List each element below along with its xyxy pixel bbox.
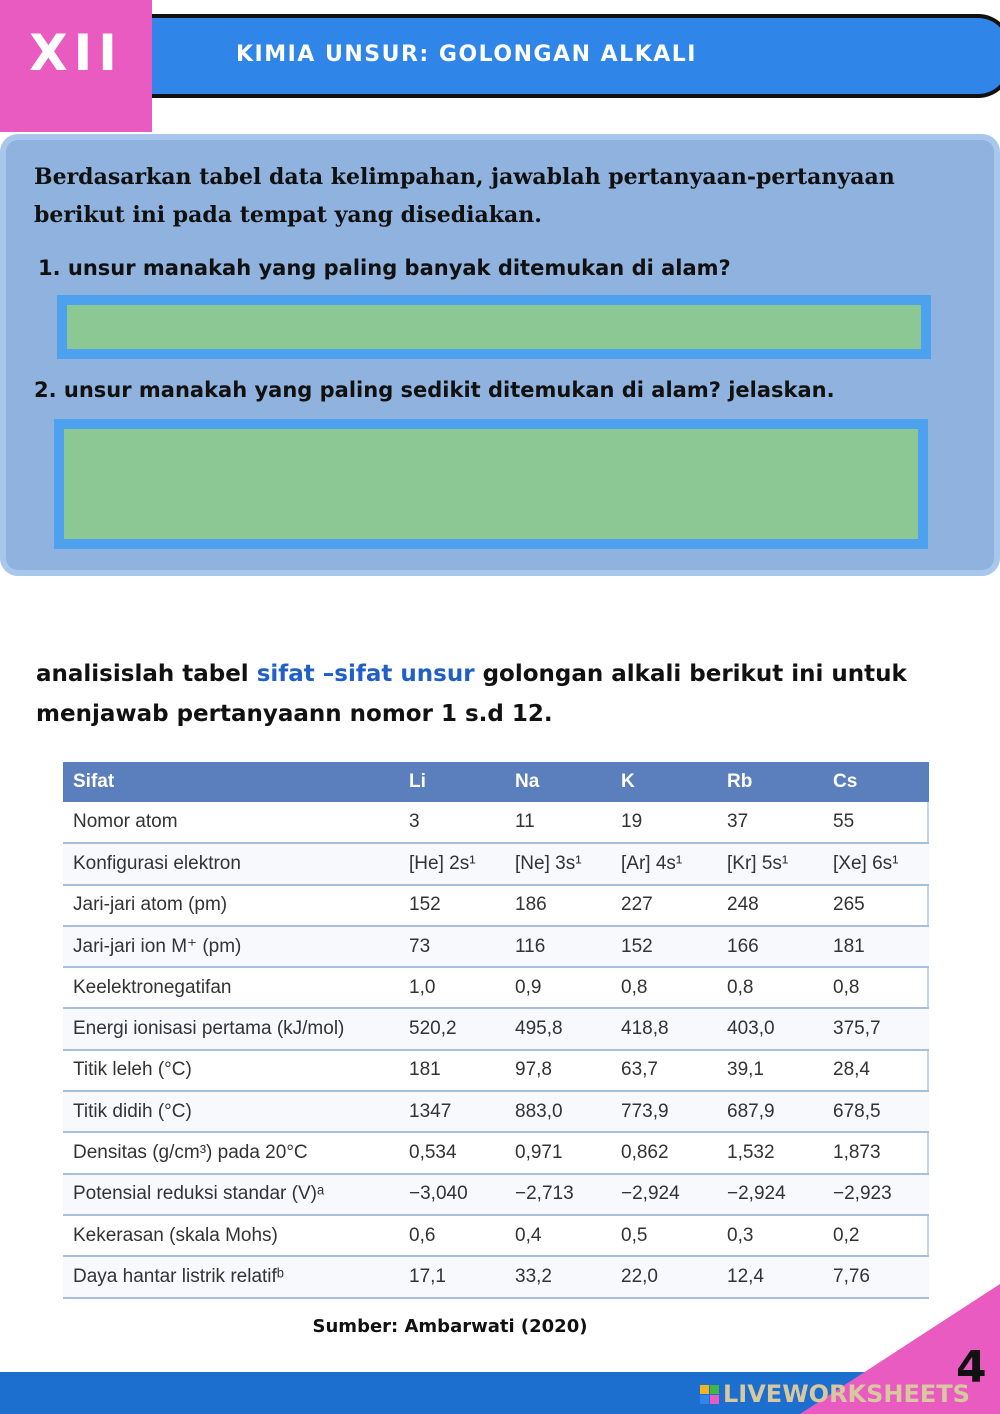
instruction-text: Berdasarkan tabel data kelimpahan, jawablah pertanyaan-pertanyaan berikut ini pada tempat yang disediakan. (34, 164, 895, 228)
property-value-cell: 0,534 (399, 1132, 505, 1173)
watermark-text: LIVEWORKSHEETS (723, 1380, 970, 1408)
property-name-cell: Keelektronegatifan (63, 967, 399, 1008)
property-value-cell: 1,873 (823, 1132, 929, 1173)
property-value-cell: 520,2 (399, 1008, 505, 1049)
table-row (63, 802, 929, 843)
property-value-cell: 1,532 (717, 1132, 823, 1173)
property-value-cell: 265 (823, 885, 929, 926)
property-value-cell: 63,7 (611, 1050, 717, 1091)
question-1-label: 1. unsur manakah yang paling banyak ditemukan di alam? (38, 256, 731, 280)
liveworksheets-logo-icon (700, 1385, 719, 1404)
property-value-cell: 418,8 (611, 1008, 717, 1049)
properties-table-container (63, 762, 929, 1298)
logo-square (710, 1395, 719, 1404)
source-citation: Sumber: Ambarwati (2020) (312, 1316, 588, 1337)
property-value-cell: 0,8 (611, 967, 717, 1008)
property-value-cell: 1347 (399, 1091, 505, 1132)
property-value-cell: 248 (717, 885, 823, 926)
property-value-cell: 181 (399, 1050, 505, 1091)
property-value-cell: 0,4 (505, 1215, 611, 1256)
property-value-cell: 186 (505, 885, 611, 926)
property-value-cell: 687,9 (717, 1091, 823, 1132)
property-value-cell: 12,4 (717, 1256, 823, 1297)
grade-label: XII (29, 24, 123, 82)
table-row (63, 843, 929, 884)
property-value-cell: [Ne] 3s¹ (505, 843, 611, 884)
table-header-cell: Rb (717, 762, 823, 802)
table-row (63, 885, 929, 926)
table-row (63, 1174, 929, 1215)
property-value-cell: 495,8 (505, 1008, 611, 1049)
property-value-cell: 152 (399, 885, 505, 926)
property-value-cell: 0,862 (611, 1132, 717, 1173)
property-value-cell: 7,76 (823, 1256, 929, 1297)
alkali-properties-table (63, 762, 929, 1299)
property-value-cell: −2,924 (611, 1174, 717, 1215)
property-value-cell: 33,2 (505, 1256, 611, 1297)
page-number: 4 (956, 1342, 987, 1393)
table-header-cell: K (611, 762, 717, 802)
property-value-cell: 0,6 (399, 1215, 505, 1256)
property-value-cell: [He] 2s¹ (399, 843, 505, 884)
property-name-cell: Titik didih (°C) (63, 1091, 399, 1132)
property-value-cell: 678,5 (823, 1091, 929, 1132)
property-value-cell: 166 (717, 926, 823, 967)
table-row (63, 1008, 929, 1049)
table-header-cell: Cs (823, 762, 929, 802)
analysis-instruction (36, 654, 976, 734)
property-name-cell: Konfigurasi elektron (63, 843, 399, 884)
page-title: KIMIA UNSUR: GOLONGAN ALKALI (236, 42, 697, 67)
answer-1-input[interactable] (57, 295, 931, 359)
table-header-cell: Li (399, 762, 505, 802)
table-row (63, 926, 929, 967)
property-value-cell: 375,7 (823, 1008, 929, 1049)
property-value-cell: 0,2 (823, 1215, 929, 1256)
property-value-cell: 39,1 (717, 1050, 823, 1091)
table-row (63, 1091, 929, 1132)
property-value-cell: 55 (823, 802, 929, 843)
property-value-cell: 19 (611, 802, 717, 843)
analysis-text-start: analisislah tabel (36, 661, 257, 687)
property-value-cell: −2,924 (717, 1174, 823, 1215)
property-value-cell: 0,971 (505, 1132, 611, 1173)
property-value-cell: 773,9 (611, 1091, 717, 1132)
property-value-cell: 0,3 (717, 1215, 823, 1256)
liveworksheets-watermark (700, 1380, 970, 1408)
property-value-cell: 11 (505, 802, 611, 843)
question-2-label: 2. unsur manakah yang paling sedikit ditemukan di alam? jelaskan. (34, 378, 835, 402)
answer-2-input[interactable] (54, 419, 928, 549)
logo-square (710, 1385, 719, 1394)
property-name-cell: Jari-jari ion M⁺ (pm) (63, 926, 399, 967)
property-value-cell: 0,8 (717, 967, 823, 1008)
property-name-cell: Densitas (g/cm³) pada 20°C (63, 1132, 399, 1173)
property-name-cell: Nomor atom (63, 802, 399, 843)
property-value-cell: 403,0 (717, 1008, 823, 1049)
property-value-cell: 227 (611, 885, 717, 926)
property-name-cell: Titik leleh (°C) (63, 1050, 399, 1091)
property-value-cell: 97,8 (505, 1050, 611, 1091)
property-value-cell: 1,0 (399, 967, 505, 1008)
property-value-cell: 883,0 (505, 1091, 611, 1132)
analysis-text-end: golongan alkali berikut ini untuk menjawab pertanyaann nomor 1 s.d 12. (36, 661, 907, 727)
property-name-cell: Potensial reduksi standar (V)ᵃ (63, 1174, 399, 1215)
property-value-cell: −2,923 (823, 1174, 929, 1215)
table-header-cell: Sifat (63, 762, 399, 802)
table-row (63, 1215, 929, 1256)
property-value-cell: 37 (717, 802, 823, 843)
property-name-cell: Jari-jari atom (pm) (63, 885, 399, 926)
table-row (63, 1050, 929, 1091)
property-value-cell: −2,713 (505, 1174, 611, 1215)
property-value-cell: 17,1 (399, 1256, 505, 1297)
table-header-cell: Na (505, 762, 611, 802)
table-row (63, 967, 929, 1008)
table-row (63, 1132, 929, 1173)
property-value-cell: 3 (399, 802, 505, 843)
property-value-cell: 181 (823, 926, 929, 967)
property-value-cell: 152 (611, 926, 717, 967)
property-name-cell: Energi ionisasi pertama (kJ/mol) (63, 1008, 399, 1049)
property-value-cell: 0,9 (505, 967, 611, 1008)
property-value-cell: [Ar] 4s¹ (611, 843, 717, 884)
table-body (63, 802, 929, 1298)
table-header-row (63, 762, 929, 802)
property-name-cell: Kekerasan (skala Mohs) (63, 1215, 399, 1256)
property-value-cell: 116 (505, 926, 611, 967)
property-value-cell: [Kr] 5s¹ (717, 843, 823, 884)
property-value-cell: 73 (399, 926, 505, 967)
property-value-cell: [Xe] 6s¹ (823, 843, 929, 884)
logo-square (700, 1395, 709, 1404)
analysis-highlight: sifat –sifat unsur (256, 661, 475, 687)
logo-square (700, 1385, 709, 1394)
property-name-cell: Daya hantar listrik relatifᵇ (63, 1256, 399, 1297)
property-value-cell: 0,8 (823, 967, 929, 1008)
property-value-cell: 0,5 (611, 1215, 717, 1256)
property-value-cell: 28,4 (823, 1050, 929, 1091)
property-value-cell: −3,040 (399, 1174, 505, 1215)
property-value-cell: 22,0 (611, 1256, 717, 1297)
